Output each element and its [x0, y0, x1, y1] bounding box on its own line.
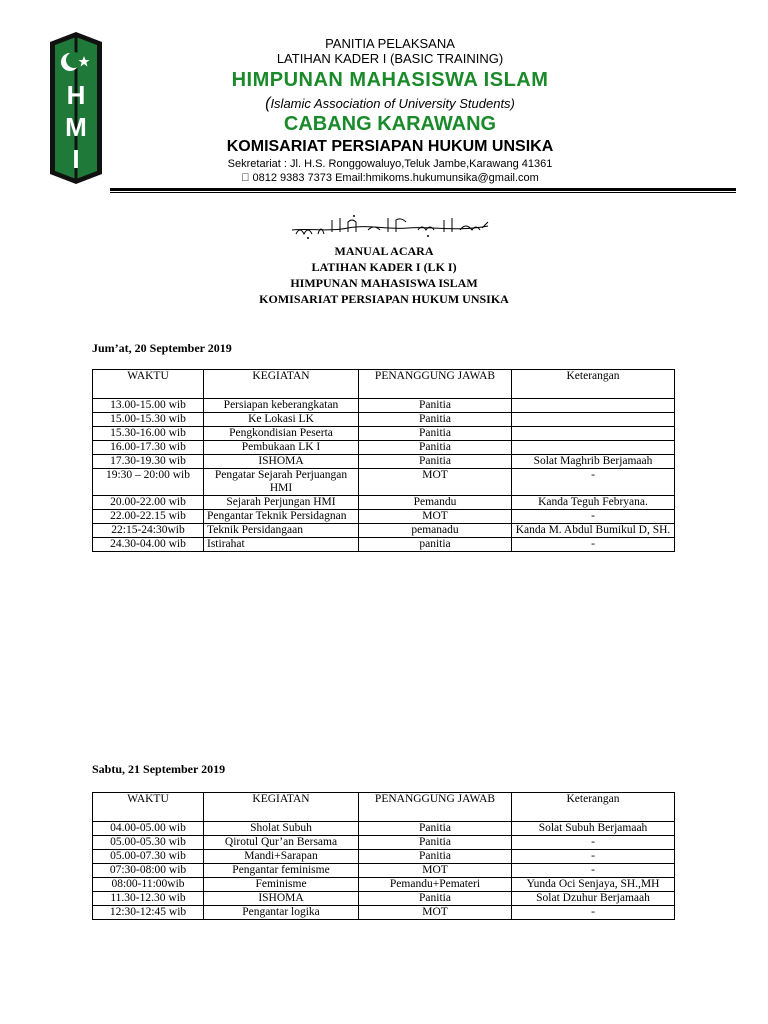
cell-keterangan: -	[512, 469, 675, 496]
col-waktu: WAKTU	[93, 370, 204, 399]
table-row	[93, 864, 675, 878]
bismillah-calligraphy	[288, 208, 494, 240]
cell-penanggung-jawab: pemanadu	[359, 524, 512, 538]
cell-keterangan: -	[512, 850, 675, 864]
table-row	[93, 413, 675, 427]
cell-kegiatan: Qirotul Qur’an Bersama	[204, 836, 359, 850]
cell-penanggung-jawab: Panitia	[359, 455, 512, 469]
doc-subtitle-3: KOMISARIAT PERSIAPAN HUKUM UNSIKA	[259, 292, 509, 306]
table-row	[93, 906, 675, 920]
table-header-row	[93, 793, 675, 822]
cell-keterangan: -	[512, 906, 675, 920]
cell-waktu: 22.00-22.15 wib	[93, 510, 204, 524]
cell-waktu: 11.30-12.30 wib	[93, 892, 204, 906]
hmi-logo	[50, 32, 102, 184]
col-penanggung-jawab: PENANGGUNG JAWAB	[359, 793, 512, 822]
cell-kegiatan: Feminisme	[204, 878, 359, 892]
cell-penanggung-jawab: Panitia	[359, 850, 512, 864]
cell-kegiatan: Persiapan keberangkatan	[204, 399, 359, 413]
table-row	[93, 399, 675, 413]
cell-kegiatan: Pembukaan LK I	[204, 441, 359, 455]
cell-penanggung-jawab: panitia	[359, 538, 512, 552]
cell-keterangan: Solat Subuh Berjamaah	[512, 822, 675, 836]
cell-waktu: 07:30-08:00 wib	[93, 864, 204, 878]
cell-kegiatan: Pengatar Sejarah Perjuangan HMI	[204, 469, 359, 496]
cell-keterangan	[512, 399, 675, 413]
doc-title: MANUAL ACARA	[334, 244, 434, 258]
cell-kegiatan: Mandi+Sarapan	[204, 850, 359, 864]
cell-waktu: 24.30-04.00 wib	[93, 538, 204, 552]
cell-waktu: 20.00-22.00 wib	[93, 496, 204, 510]
organization-name: HIMPUNAN MAHASISWA ISLAM	[231, 69, 549, 91]
cell-waktu: 16.00-17.30 wib	[93, 441, 204, 455]
cell-waktu: 12:30-12:45 wib	[93, 906, 204, 920]
day2-schedule-table	[92, 792, 675, 920]
cell-waktu: 19:30 – 20:00 wib	[93, 469, 204, 496]
cell-keterangan: Kanda M. Abdul Bumikul D, SH.	[512, 524, 675, 538]
day1-date: Jum’at, 20 September 2019	[92, 341, 232, 355]
cell-keterangan: Solat Maghrib Berjamaah	[512, 455, 675, 469]
cell-waktu: 13.00-15.00 wib	[93, 399, 204, 413]
header-rule-thin	[110, 192, 736, 193]
cell-penanggung-jawab: Pemandu+Pemateri	[359, 878, 512, 892]
cell-waktu: 08:00-11:00wib	[93, 878, 204, 892]
organization-english	[200, 95, 580, 113]
table-row	[93, 524, 675, 538]
cell-waktu: 05.00-05.30 wib	[93, 836, 204, 850]
cell-keterangan: -	[512, 510, 675, 524]
table-row	[93, 538, 675, 552]
cell-keterangan: Yunda Oci Senjaya, SH.,MH	[512, 878, 675, 892]
cell-penanggung-jawab: Panitia	[359, 822, 512, 836]
logo-letter-m: M	[65, 112, 87, 142]
logo-letter-i: I	[72, 144, 80, 174]
cell-penanggung-jawab: MOT	[359, 906, 512, 920]
branch-name: CABANG KARAWANG	[283, 113, 497, 135]
day1-schedule-table	[92, 369, 675, 552]
cell-penanggung-jawab: Panitia	[359, 441, 512, 455]
table-row	[93, 441, 675, 455]
cell-keterangan	[512, 413, 675, 427]
cell-keterangan: -	[512, 538, 675, 552]
cell-waktu: 15.00-15.30 wib	[93, 413, 204, 427]
cell-penanggung-jawab: Pemandu	[359, 496, 512, 510]
cell-keterangan	[512, 441, 675, 455]
table-row	[93, 427, 675, 441]
cell-kegiatan: ISHOMA	[204, 892, 359, 906]
cell-keterangan: -	[512, 864, 675, 878]
day2-date: Sabtu, 21 September 2019	[92, 762, 226, 776]
table-row	[93, 510, 675, 524]
cell-waktu: 04.00-05.00 wib	[93, 822, 204, 836]
cell-kegiatan: Sholat Subuh	[204, 822, 359, 836]
cell-keterangan: Kanda Teguh Febryana.	[512, 496, 675, 510]
cell-kegiatan: ISHOMA	[204, 455, 359, 469]
table-row	[93, 892, 675, 906]
cell-penanggung-jawab: MOT	[359, 510, 512, 524]
cell-waktu: 15.30-16.00 wib	[93, 427, 204, 441]
cell-penanggung-jawab: MOT	[359, 469, 512, 496]
cell-keterangan: -	[512, 836, 675, 850]
doc-subtitle-1: LATIHAN KADER I (LK I)	[311, 260, 457, 274]
cell-waktu: 05.00-07.30 wib	[93, 850, 204, 864]
table-row	[93, 455, 675, 469]
contact-line:   0812 9383 7373 Email:hmikoms.hukumunsika@gmail.com	[241, 172, 539, 184]
table-row	[93, 496, 675, 510]
cell-waktu: 17.30-19.30 wib	[93, 455, 204, 469]
cell-kegiatan: Ke Lokasi LK	[204, 413, 359, 427]
table-header-row	[93, 370, 675, 399]
cell-penanggung-jawab: Panitia	[359, 413, 512, 427]
cell-kegiatan: Sejarah Perjungan HMI	[204, 496, 359, 510]
commissariat-name: KOMISARIAT PERSIAPAN HUKUM UNSIKA	[226, 138, 554, 155]
cell-penanggung-jawab: Panitia	[359, 399, 512, 413]
table-row	[93, 469, 675, 496]
cell-keterangan	[512, 427, 675, 441]
col-keterangan: Keterangan	[512, 793, 675, 822]
header-rule-thick	[110, 188, 736, 191]
table-row	[93, 878, 675, 892]
table-row	[93, 822, 675, 836]
cell-kegiatan: Teknik Persidangaan	[204, 524, 359, 538]
table-row	[93, 836, 675, 850]
cell-penanggung-jawab: Panitia	[359, 836, 512, 850]
col-penanggung-jawab: PENANGGUNG JAWAB	[359, 370, 512, 399]
organization-english-text: Islamic Association of University Students)	[270, 96, 515, 111]
cell-waktu: 22:15-24:30wib	[93, 524, 204, 538]
col-kegiatan: KEGIATAN	[204, 793, 359, 822]
cell-penanggung-jawab: MOT	[359, 864, 512, 878]
logo-letter-h: H	[66, 80, 86, 110]
cell-kegiatan: Pengkondisian Peserta	[204, 427, 359, 441]
cell-kegiatan: Pengantar feminisme	[204, 864, 359, 878]
paren: (	[265, 95, 271, 112]
cell-penanggung-jawab: Panitia	[359, 892, 512, 906]
col-waktu: WAKTU	[93, 793, 204, 822]
cell-kegiatan: Pengantar Teknik Persidagnan	[204, 510, 359, 524]
table-row	[93, 850, 675, 864]
day1-rows	[93, 399, 675, 552]
day2-rows	[93, 822, 675, 920]
cell-kegiatan: Pengantar logika	[204, 906, 359, 920]
col-keterangan: Keterangan	[512, 370, 675, 399]
cell-kegiatan: Istirahat	[204, 538, 359, 552]
secretariat-address: Sekretariat : Jl. H.S. Ronggowaluyo,Teluk Jambe,Karawang 41361	[227, 158, 553, 170]
cell-penanggung-jawab: Panitia	[359, 427, 512, 441]
committee-line: PANITIA PELAKSANA	[325, 36, 455, 51]
cell-keterangan: Solat Dzuhur Berjamaah	[512, 892, 675, 906]
training-line: LATIHAN KADER I (BASIC TRAINING)	[276, 51, 504, 66]
doc-subtitle-2: HIMPUNAN MAHASISWA ISLAM	[290, 276, 478, 290]
col-kegiatan: KEGIATAN	[204, 370, 359, 399]
